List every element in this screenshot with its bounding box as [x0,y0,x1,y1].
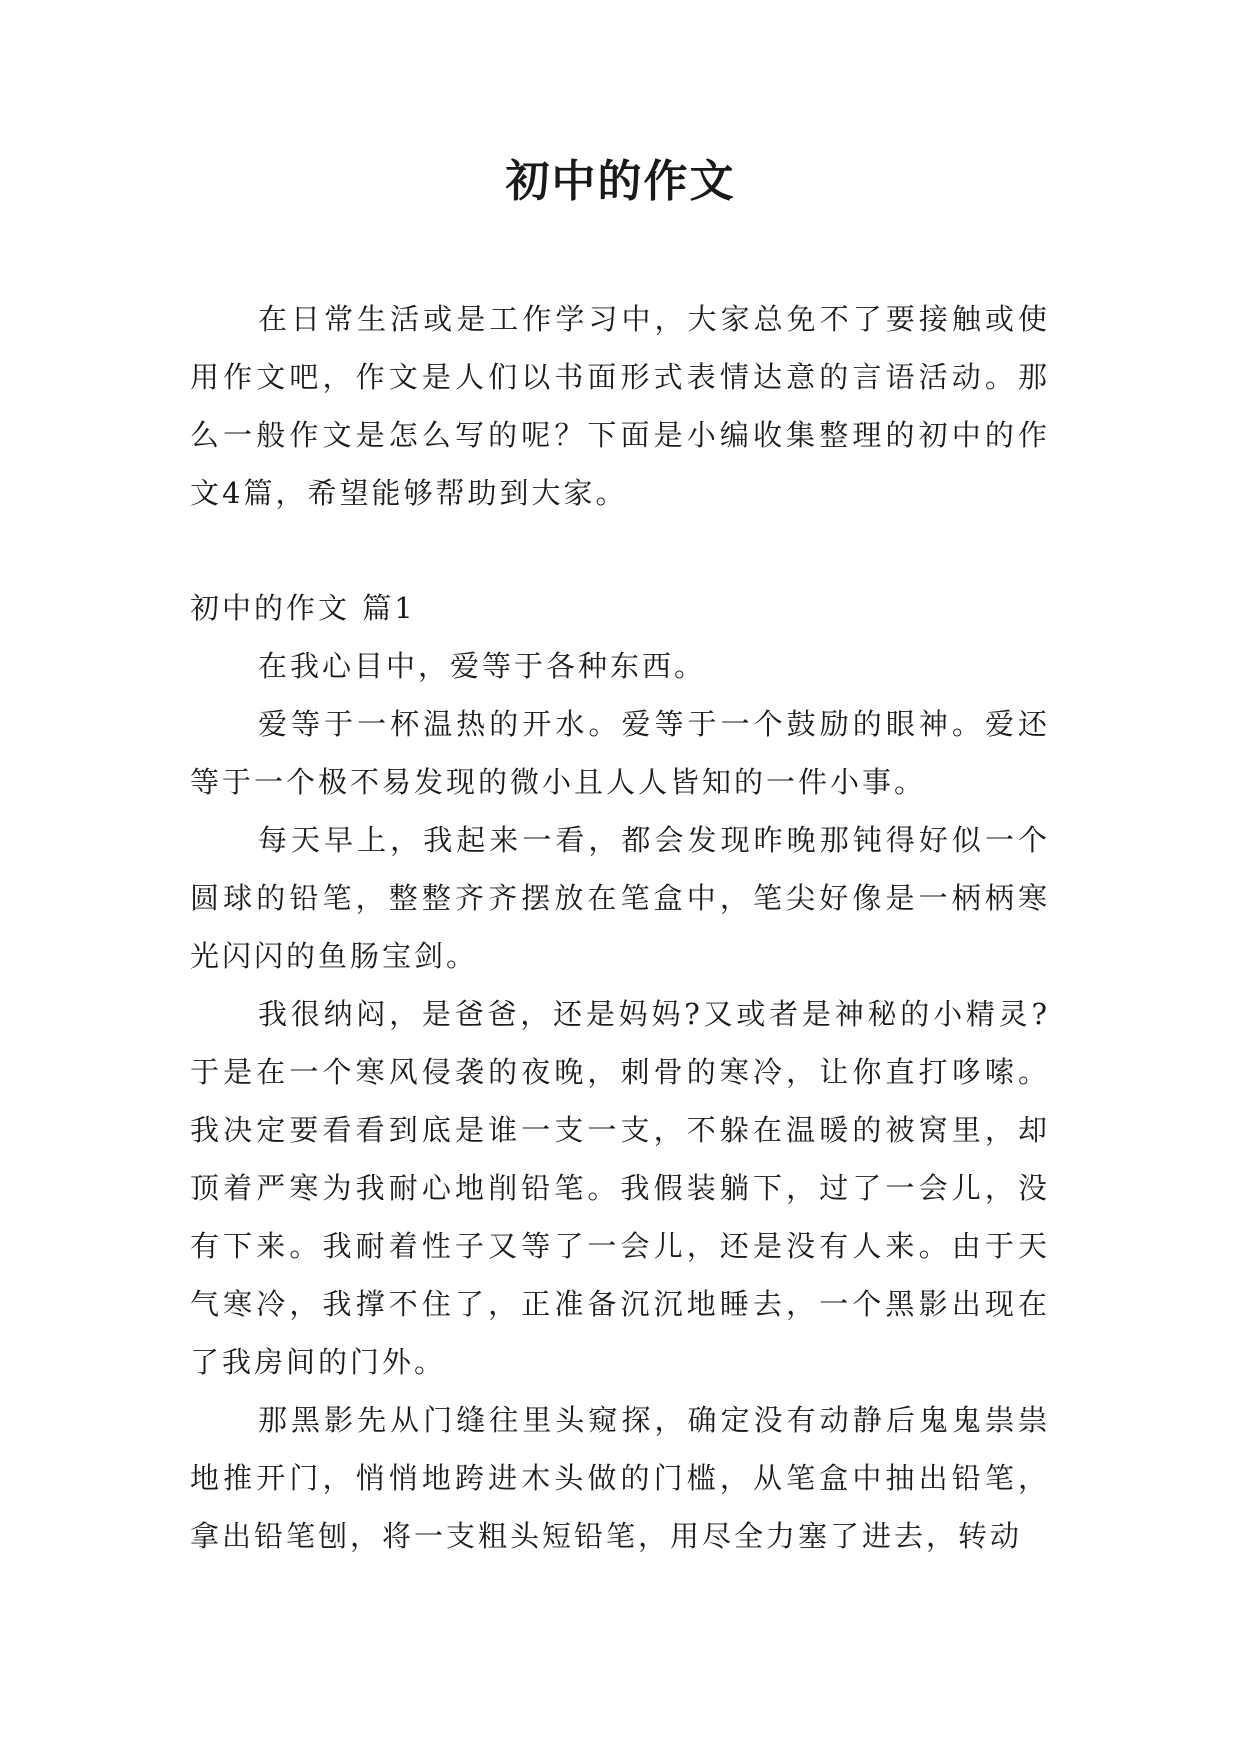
intro-section [190,290,1050,522]
body-paragraph: 爱等于一杯温热的开水。爱等于一个鼓励的眼神。爱还等于一个极不易发现的微小且人人皆知的一件小事。 [190,707,1050,799]
body-paragraph: 每天早上，我起来一看，都会发现昨晚那钝得好似一个圆球的铅笔，整整齐齐摆放在笔盒中，笔尖好像是一柄柄寒光闪闪的鱼肠宝剑。 [190,823,1050,973]
body-paragraph: 在我心目中，爱等于各种东西。 [258,649,707,683]
body-paragraph: 我很纳闷，是爸爸，还是妈妈?又或者是神秘的小精灵?于是在一个寒风侵袭的夜晚，刺骨的寒冷，让你直打哆嗦。我决定要看看到底是谁一支一支，不躲在温暖的被窝里，却顶着严寒为我耐心地削铅笔。我假装躺下，过了一会儿，没有下来。我耐着性子又等了一会儿，还是没有人来。由于天气寒冷，我撑不住了，正准备沉沉地睡去，一个黑影出现在了我房间的门外。 [190,997,1050,1379]
body-paragraph: 那黑影先从门缝往里头窥探，确定没有动静后鬼鬼祟祟地推开门，悄悄地跨进木头做的门槛，从笔盒中抽出铅笔，拿出铅笔刨，将一支粗头短铅笔，用尽全力塞了进去，转动 [190,1403,1050,1553]
intro-paragraph: 在日常生活或是工作学习中，大家总免不了要接触或使用作文吧，作文是人们以书面形式表情达意的言语活动。那么一般作文是怎么写的呢？下面是小编收集整理的初中的作文4篇，希望能够帮助到大家。 [190,302,1050,510]
section-body [190,637,1050,1565]
document-title: 初中的作文 [505,156,736,207]
section-heading: 初中的作文 篇1 [190,591,416,625]
